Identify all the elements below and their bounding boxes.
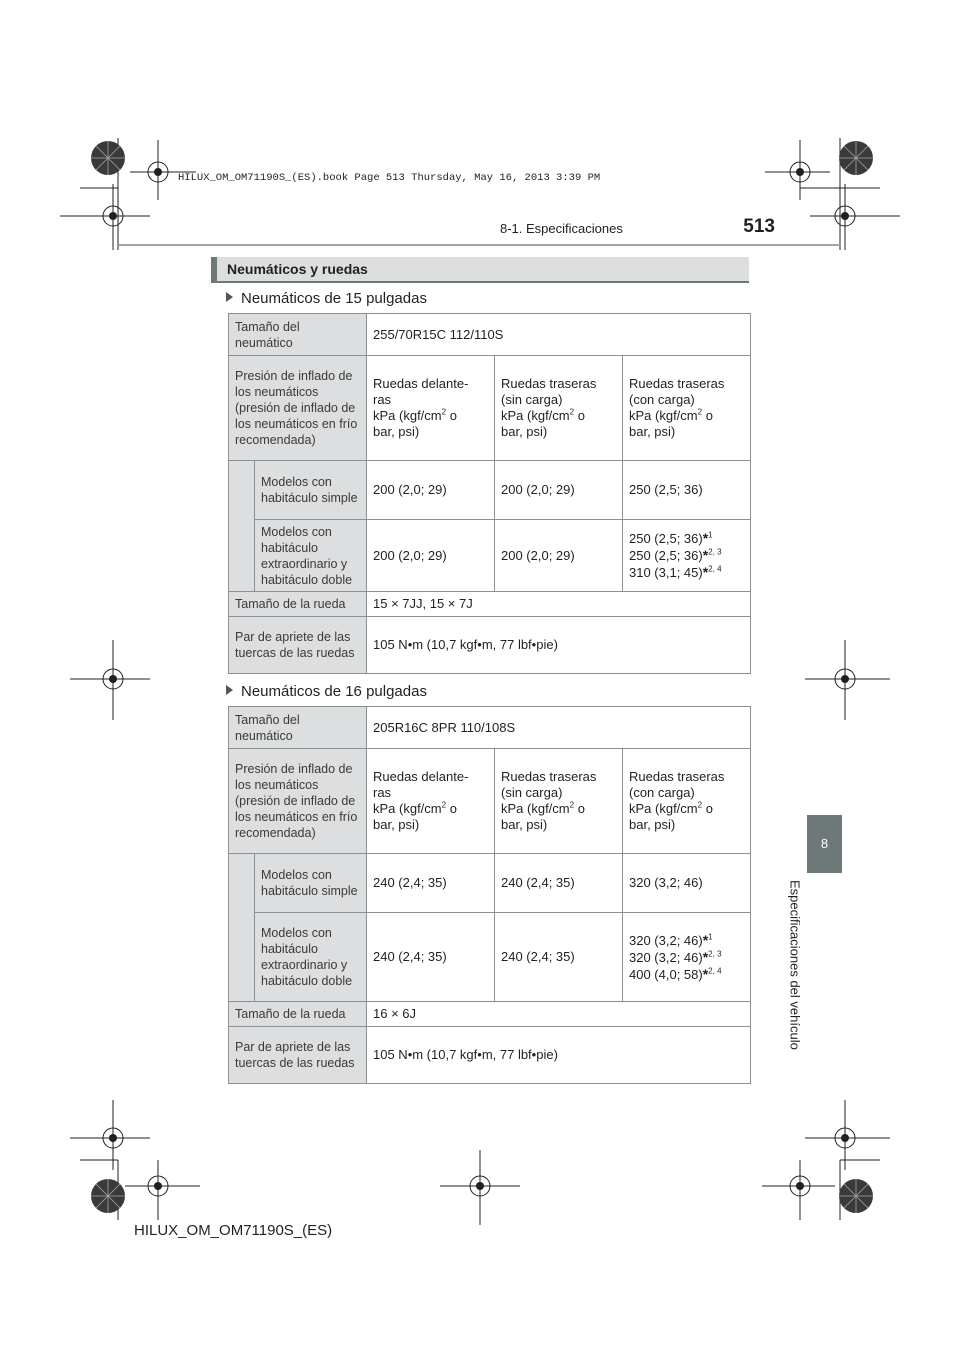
table-row [229,356,751,461]
page-number: 513 [743,216,775,237]
table-row [229,707,751,749]
superscript: 2 [441,800,447,810]
footnote-asterisk: * [702,965,709,982]
pressure-value: 320 (3,2; 46) [629,949,703,965]
col-text: kPa (kgf/cm [629,408,698,423]
table-row [229,854,751,913]
wheel-size-value: 16 × 6J [367,1002,751,1027]
footnote-ref: 2, 3 [708,949,722,959]
arrow-icon [226,292,233,302]
pressure-value: 250 (2,5; 36) [629,531,703,546]
col-text: (con carga) [629,785,695,800]
col-text: kPa (kgf/cm [629,801,698,816]
torque-value: 105 N•m (10,7 kgf•m, 77 lbf•pie) [367,617,751,674]
col-text: bar, psi) [629,424,676,439]
col-rear-empty-header [495,749,623,854]
footer-code: HILUX_OM_OM71190S_(ES) [134,1222,333,1239]
extra-front-value: 200 (2,0; 29) [367,520,495,592]
table-row [229,749,751,854]
single-loaded-value: 250 (2,5; 36) [623,461,751,520]
chapter-side-label [787,880,803,1050]
superscript: 2 [697,407,703,417]
table-row [229,592,751,617]
wheel-size-label: Tamaño de la rueda [229,1002,367,1027]
col-text: (con carga) [629,392,695,407]
single-front-value: 240 (2,4; 35) [367,854,495,913]
footnote-asterisk: * [702,931,709,948]
col-text: Ruedas traseras [629,769,725,784]
col-text: kPa (kgf/cm [501,801,570,816]
footnote-ref: 2, 4 [708,966,722,976]
pressure-value: 310 (3,1; 45) [629,565,703,580]
col-text: kPa (kgf/cm [501,408,570,423]
superscript: 2 [697,800,703,810]
pressure-value: 320 (3,2; 46) [629,932,703,948]
pressure-label: Presión de inflado de los neumáticos (presión de inflado de los neumáticos en frío recomendada) [229,356,367,461]
header-rule [119,244,841,246]
subsection-title-15 [226,290,427,307]
single-rear-value: 200 (2,0; 29) [495,461,623,520]
tire-size-label: Tamaño del neumático [229,314,367,356]
extra-loaded-value [623,520,751,592]
table-row [229,520,751,592]
arrow-icon [226,685,233,695]
col-text: bar, psi) [373,424,420,439]
section-title: 8-1. Especificaciones [500,221,623,236]
col-text: o [574,801,585,816]
col-rear-loaded-header [623,749,751,854]
col-text: (sin carga) [501,785,563,800]
tire-table-15 [228,313,751,674]
table-row [229,461,751,520]
torque-label: Par de apriete de las tuercas de las ruedas [229,617,367,674]
superscript: 2 [441,407,447,417]
footnote-asterisk: * [702,948,709,965]
chapter-tab: 8 [807,815,842,873]
col-text: o [702,801,713,816]
col-text: Ruedas traseras [629,376,725,391]
extra-rear-value: 200 (2,0; 29) [495,520,623,592]
table-row [229,617,751,674]
single-cab-label: Modelos con habitáculo simple [255,854,367,913]
tire-size-value: 205R16C 8PR 110/108S [367,707,751,749]
superscript: 2 [569,407,575,417]
section-heading: Neumáticos y ruedas [211,257,749,283]
col-text: Ruedas traseras [501,769,597,784]
table-row [229,1027,751,1084]
single-rear-value: 240 (2,4; 35) [495,854,623,913]
footnote-asterisk: * [702,564,709,580]
col-text: Ruedas traseras [501,376,597,391]
subsection-title-16-text: Neumáticos de 16 pulgadas [241,683,427,700]
col-text: Ruedas delante- [373,376,469,391]
chapter-side-label-text: Especificaciones del vehículo [787,880,803,1050]
col-text: kPa (kgf/cm [373,801,442,816]
pressure-value: 400 (4,0; 58) [629,966,703,982]
pressure-value: 250 (2,5; 36) [629,548,703,563]
subsection-title-15-text: Neumáticos de 15 pulgadas [241,290,427,307]
col-text: kPa (kgf/cm [373,408,442,423]
extra-loaded-value [623,913,751,1002]
tire-size-value: 255/70R15C 112/110S [367,314,751,356]
col-text: ras [373,785,392,800]
footnote-asterisk: * [702,530,709,546]
footnote-ref: 2, 4 [708,564,722,574]
col-text: bar, psi) [629,817,676,832]
footnote-ref: 1 [708,530,713,540]
col-text: Ruedas delante- [373,769,469,784]
single-loaded-value: 320 (3,2; 46) [623,854,751,913]
col-text: o [702,408,713,423]
col-text: bar, psi) [373,817,420,832]
subsection-title-16 [226,683,427,700]
table-row [229,1002,751,1027]
col-text: o [574,408,585,423]
wheel-size-label: Tamaño de la rueda [229,592,367,617]
col-rear-empty-header [495,356,623,461]
col-text: ras [373,392,392,407]
table-row [229,314,751,356]
indent-cell [229,461,255,592]
col-text: bar, psi) [501,424,548,439]
col-text: o [446,801,457,816]
single-front-value: 200 (2,0; 29) [367,461,495,520]
col-front-header [367,356,495,461]
col-text: o [446,408,457,423]
extra-cab-label: Modelos con habitáculo extraordinario y habitáculo doble [255,913,367,1002]
footnote-asterisk: * [702,547,709,563]
tire-size-label: Tamaño del neumático [229,707,367,749]
superscript: 2 [569,800,575,810]
col-front-header [367,749,495,854]
wheel-size-value: 15 × 7JJ, 15 × 7J [367,592,751,617]
tire-table-16 [228,706,751,1084]
col-rear-loaded-header [623,356,751,461]
torque-value: 105 N•m (10,7 kgf•m, 77 lbf•pie) [367,1027,751,1084]
table-row [229,913,751,1002]
torque-label: Par de apriete de las tuercas de las ruedas [229,1027,367,1084]
footnote-ref: 1 [708,932,713,942]
col-text: bar, psi) [501,817,548,832]
single-cab-label: Modelos con habitáculo simple [255,461,367,520]
footnote-ref: 2, 3 [708,547,722,557]
indent-cell [229,854,255,1002]
book-stamp: HILUX_OM_OM71190S_(ES).book Page 513 Thursday, May 16, 2013 3:39 PM [178,172,601,184]
pressure-label: Presión de inflado de los neumáticos (presión de inflado de los neumáticos en frío recomendada) [229,749,367,854]
extra-rear-value: 240 (2,4; 35) [495,913,623,1002]
col-text: (sin carga) [501,392,563,407]
extra-cab-label: Modelos con habitáculo extraordinario y habitáculo doble [255,520,367,592]
extra-front-value: 240 (2,4; 35) [367,913,495,1002]
